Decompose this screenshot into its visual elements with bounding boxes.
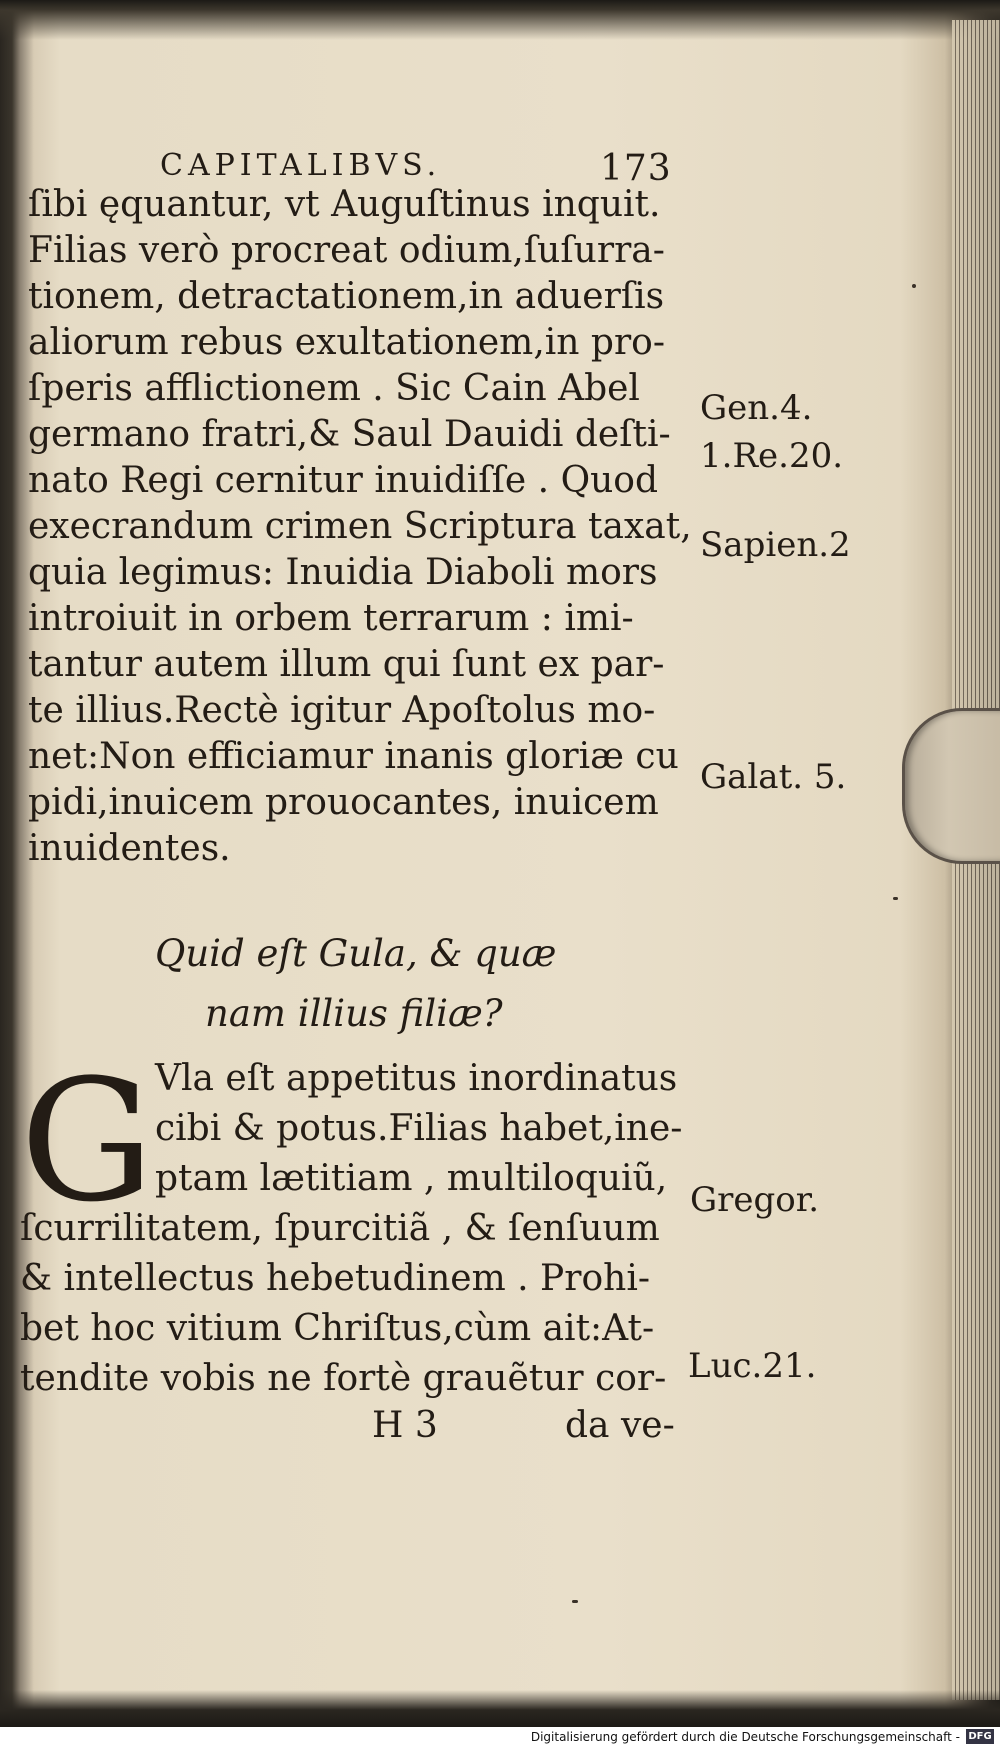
body-line: nato Regi cernitur inuidiſſe . Quod bbox=[28, 460, 658, 501]
section-heading-line-2: nam illius filiæ? bbox=[205, 992, 503, 1035]
body-line: Filias verò procreat odium,ſuſurra- bbox=[28, 230, 665, 271]
body-line: tionem, detractationem,in aduerſis bbox=[28, 276, 665, 317]
margin-note: Luc.21. bbox=[688, 1346, 817, 1386]
body-line: bet hoc vitium Chriſtus,cùm ait:At- bbox=[20, 1308, 655, 1349]
body-line: tendite vobis ne fortè grauẽtur cor- bbox=[20, 1358, 667, 1399]
body-line: germano fratri,& Saul Dauidi deſti- bbox=[28, 414, 671, 455]
body-line: tantur autem illum qui ſunt ex par- bbox=[28, 644, 665, 685]
body-line: ptam lætitiam , multiloquiũ, bbox=[155, 1158, 668, 1199]
body-line: inuidentes. bbox=[28, 828, 231, 869]
page-bottom-shadow bbox=[0, 1690, 1000, 1730]
margin-note: Sapien.2 bbox=[700, 525, 851, 565]
bookmark-tab bbox=[902, 708, 1000, 864]
running-title: CAPITALIBVS. bbox=[160, 148, 442, 183]
body-line: te illius.Rectè igitur Apoſtolus mo- bbox=[28, 690, 656, 731]
body-line: ſperis afflictionem . Sic Cain Abel bbox=[28, 368, 640, 409]
margin-note: Galat. 5. bbox=[700, 757, 847, 797]
body-line: & intellectus hebetudinem . Prohi- bbox=[20, 1258, 650, 1299]
ink-speck bbox=[893, 897, 898, 900]
body-line: cibi & potus.Filias habet,ine- bbox=[155, 1108, 683, 1149]
digitization-stamp-bar bbox=[0, 1727, 1000, 1747]
drop-cap: G bbox=[20, 1043, 155, 1239]
signature-mark: H 3 bbox=[372, 1405, 438, 1446]
body-line: execrandum crimen Scriptura taxat, bbox=[28, 506, 692, 547]
ink-speck bbox=[912, 284, 916, 288]
dfg-logo: DFG bbox=[966, 1729, 994, 1744]
page-number: 173 bbox=[600, 148, 672, 189]
body-line: quia legimus: Inuidia Diaboli mors bbox=[28, 552, 658, 593]
page-top-shadow bbox=[0, 0, 1000, 40]
section-heading-line-1: Quid eſt Gula, & quæ bbox=[155, 932, 557, 975]
body-line: ſibi ęquantur, vt Auguſtinus inquit. bbox=[28, 184, 661, 225]
body-line: net:Non efficiamur inanis gloriæ cu bbox=[28, 736, 679, 777]
body-line: aliorum rebus exultationem,in pro- bbox=[28, 322, 665, 363]
ink-speck bbox=[572, 1600, 578, 1603]
margin-note: Gen.4. bbox=[700, 388, 813, 428]
body-line: introiuit in orbem terrarum : imi- bbox=[28, 598, 634, 639]
digitization-stamp-text: Digitalisierung gefördert durch die Deutsche Forschungsgemeinschaft - bbox=[530, 1730, 960, 1744]
margin-note: 1.Re.20. bbox=[700, 436, 844, 476]
body-line: pidi,inuicem prouocantes, inuicem bbox=[28, 782, 659, 823]
catchword: da ve- bbox=[565, 1405, 675, 1446]
body-line: Vla eſt appetitus inordinatus bbox=[155, 1058, 678, 1099]
body-line: ſcurrilitatem, ſpurcitiã , & ſenſuum bbox=[20, 1208, 660, 1249]
margin-note: Gregor. bbox=[690, 1180, 820, 1220]
